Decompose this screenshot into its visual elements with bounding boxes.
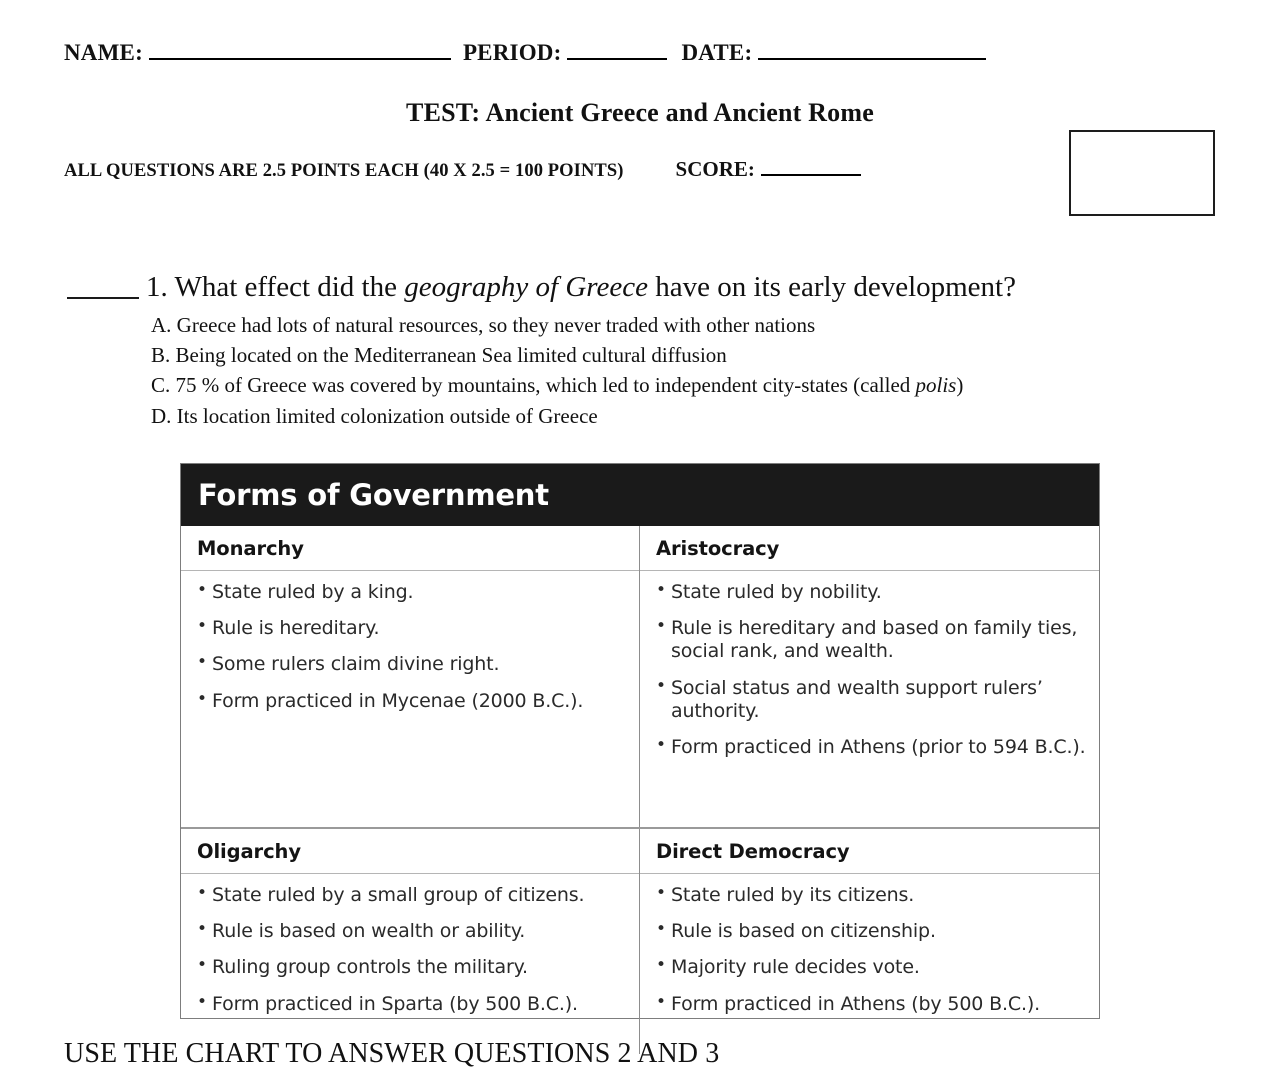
choice-b-text: Being located on the Mediterranean Sea limited cultural diffusion [175,343,727,368]
score-blank-line[interactable] [761,158,861,176]
chart-heading-aristocracy: Aristocracy [640,526,1099,571]
score-label: SCORE: [675,157,755,181]
choice-c-letter: C. [151,373,171,398]
chart-title: Forms of Government [181,464,1099,526]
question-1-choices [151,310,1211,431]
period-blank-line[interactable] [567,42,667,60]
student-info-row [64,40,1216,74]
name-blank-line[interactable] [149,42,451,60]
choice-a[interactable] [151,310,1211,340]
list-item: • Social status and wealth support rulers’ authority. [656,677,1089,723]
choice-a-letter: A. [151,313,172,337]
list-item: • Rule is hereditary. [197,617,629,640]
choice-a-text: Greece had lots of natural resources, so they never traded with other nations [176,313,816,337]
list-item: • Form practiced in Mycenae (2000 B.C.). [197,690,629,713]
chart-heading-oligarchy: Oligarchy [181,829,639,874]
question-1-answer-blank[interactable] [67,283,139,299]
chart-row-top [181,526,1099,827]
chart-bullets-monarchy [181,571,639,827]
choice-d[interactable] [151,401,1211,431]
list-item: • Rule is hereditary and based on family ties, social rank, and wealth. [656,617,1089,663]
chart-cell-oligarchy [181,829,640,1054]
points-and-score-row [64,157,1164,185]
question-1-number: 1. [146,271,168,303]
chart-cell-aristocracy [640,526,1099,827]
page-title: TEST: Ancient Greece and Ancient Rome [406,98,874,127]
list-item: • State ruled by a small group of citizens. [197,884,629,907]
chart-bullets-oligarchy [181,874,639,1054]
chart-heading-direct-democracy: Direct Democracy [640,829,1099,874]
score-box[interactable] [1069,130,1215,216]
list-item: • Form practiced in Sparta (by 500 B.C.). [197,993,629,1016]
list-item: • Majority rule decides vote. [656,956,1089,979]
question-1-text-before: What effect did the [174,271,405,303]
chart-bullets-aristocracy [640,571,1099,827]
date-label: DATE: [681,40,753,65]
list-item: • State ruled by nobility. [656,581,1089,604]
points-note: ALL QUESTIONS ARE 2.5 POINTS EACH (40 X 2.5 = 100 POINTS) [64,161,624,181]
choice-c-text-italic: polis [915,373,957,398]
choice-c-text-tail: ) [956,373,964,398]
question-1-stem [146,272,1016,303]
list-item: • Form practiced in Athens (prior to 594 B.C.). [656,736,1089,759]
period-label: PERIOD: [462,40,562,65]
choice-c[interactable] [151,370,1211,400]
list-item: • Rule is based on wealth or ability. [197,920,629,943]
choice-d-letter: D. [151,403,172,428]
chart-cell-monarchy [181,526,640,827]
list-item: • Some rulers claim divine right. [197,653,629,676]
choice-b-letter: B. [151,343,171,368]
chart-heading-monarchy: Monarchy [181,526,639,571]
forms-of-government-chart [180,463,1100,1019]
question-1-text-after: have on its early development? [647,271,1016,303]
question-1-text-italic: geography of Greece [404,271,648,303]
list-item: • State ruled by its citizens. [656,884,1089,907]
date-blank-line[interactable] [758,42,986,60]
name-label: NAME: [64,40,143,65]
chart-instruction-note: USE THE CHART TO ANSWER QUESTIONS 2 AND 3 [64,1038,720,1069]
chart-bullets-direct-democracy [640,874,1099,1054]
chart-row-bottom [181,827,1099,1054]
list-item: • Ruling group controls the military. [197,956,629,979]
list-item: • Rule is based on citizenship. [656,920,1089,943]
choice-b[interactable] [151,340,1211,370]
choice-c-text: 75 % of Greece was covered by mountains, which led to independent city-states (called [175,373,916,398]
list-item: • State ruled by a king. [197,581,629,604]
chart-cell-direct-democracy [640,829,1099,1054]
choice-d-text: Its location limited colonization outside of Greece [176,403,598,428]
list-item: • Form practiced in Athens (by 500 B.C.). [656,993,1089,1016]
chart-body [181,526,1099,1054]
